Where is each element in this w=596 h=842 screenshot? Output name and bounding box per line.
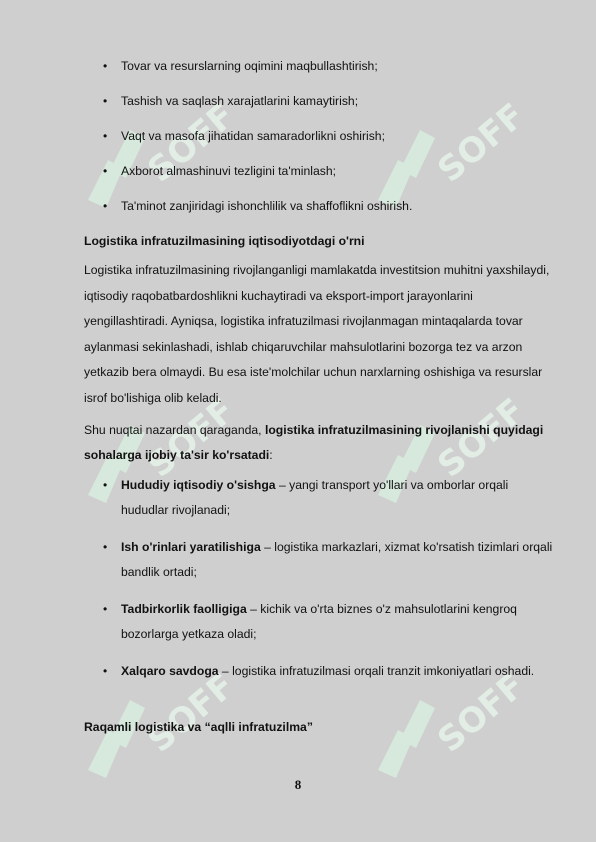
impact-term: Xalqaro savdoga <box>121 663 219 678</box>
impact-term: Tadbirkorlik faolligiga <box>121 601 247 616</box>
watermark-text: SOFF <box>430 100 518 191</box>
list-item <box>84 597 554 659</box>
list-item: • Axborot almashinuvi tezligini ta'minlash; <box>84 159 554 194</box>
page-content <box>84 54 554 745</box>
section-heading: Raqamli logistika va “aqlli infratuzilma” <box>84 719 313 734</box>
section-heading: Logistika infratuzilmasining iqtisodiyotdagi o'rni <box>84 234 365 248</box>
impact-list <box>84 473 554 715</box>
goals-list <box>84 54 554 229</box>
list-item: • Ta'minot zanjiridagi ishonchlilik va shaffoflikni oshirish. <box>84 194 554 229</box>
body-paragraph: Logistika infratuzilmasining rivojlanganligi mamlakatda investitsion muhitni yaxshilaydi, iqtisodiy raqobatbardoshlikni kuchaytiradi va eksport-import jarayonlarini yengillashtiradi. Ayniqsa, logistika infratuzilmasi rivojlanmagan mintaqalarda tovar aylanmasi sekinlashadi, ishlab chiqaruvchilar mahsulotlarini bozorga tez va arzon yetkazib bera olmaydi. Bu esa iste'molchilar uchun narxlarning oshishiga va resurslar isrof bo'lishiga olib keladi. <box>84 263 550 405</box>
watermark-text: SOFF <box>140 670 228 761</box>
impact-text: – logistika markazlari, xizmat ko'rsatish tizimlari orqali bandlik ortadi; <box>121 539 553 579</box>
list-item <box>84 473 554 535</box>
impact-term: Ish o'rinlari yaratilishiga <box>121 539 261 554</box>
watermark-text: SOFF <box>430 670 518 761</box>
list-item <box>84 535 554 597</box>
watermark-text: SOFF <box>430 395 518 486</box>
page-number: 8 <box>294 777 302 792</box>
impact-text: – kichik va o'rta biznes o'z mahsulotlarini kengroq bozorlarga yetkaza oladi; <box>121 601 517 641</box>
list-item: • Tashish va saqlash xarajatlarini kamaytirish; <box>84 89 554 124</box>
impact-term: Hududiy iqtisodiy o'sishga <box>121 477 276 492</box>
watermark-text: SOFF <box>140 100 228 191</box>
lead-suffix: : <box>269 448 273 463</box>
list-item: • Tovar va resurslarning oqimini maqbullashtirish; <box>84 54 554 89</box>
impact-text: – logistika infratuzilmasi orqali tranzit imkoniyatlari oshadi. <box>218 663 535 678</box>
impact-text: – yangi transport yo'llari va omborlar orqali hududlar rivojlanadi; <box>121 477 509 517</box>
lead-prefix: Shu nuqtai nazardan qaraganda, <box>84 422 265 437</box>
list-item: • Vaqt va masofa jihatidan samaradorlikni oshirish; <box>84 124 554 159</box>
watermark-text: SOFF <box>140 395 228 486</box>
lead-bold: logistika infratuzilmasining rivojlanishi quyidagi sohalarga ijobiy ta'sir ko'rsatadi <box>84 422 544 463</box>
list-item <box>84 659 554 715</box>
body-paragraph-lead <box>84 418 554 469</box>
